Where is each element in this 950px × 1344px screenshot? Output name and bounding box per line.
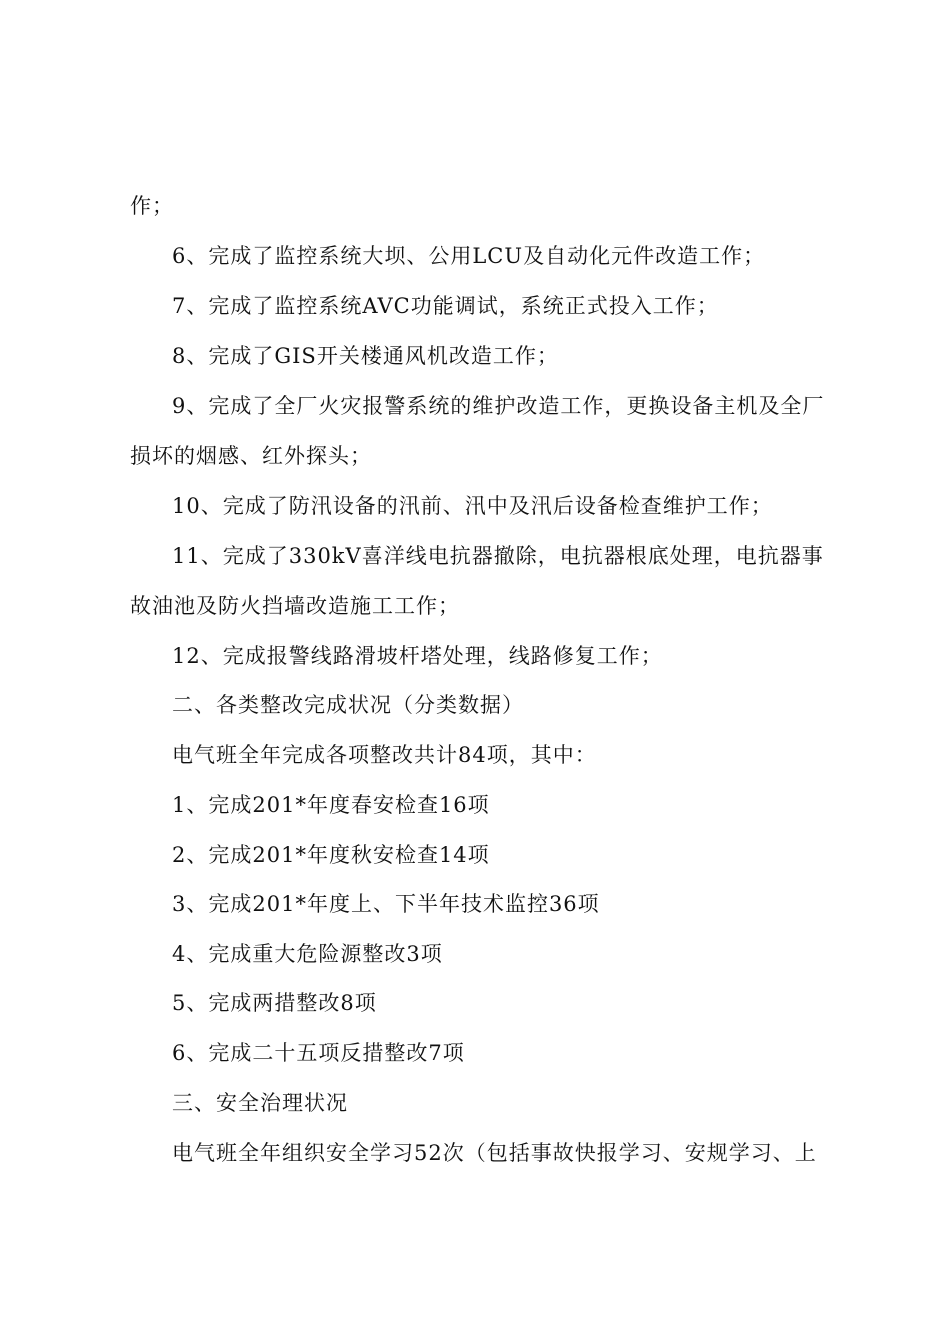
- text-line: 电气班全年完成各项整改共计84项，其中：: [172, 743, 597, 767]
- text-line: 电气班全年组织安全学习52次（包括事故快报学习、安规学习、上: [172, 1141, 817, 1165]
- list-item: 4、完成重大危险源整改3项: [172, 942, 443, 966]
- text-line: 故油池及防火挡墙改造施工工作；: [130, 594, 460, 618]
- list-item: 1、完成201*年度春安检查16项: [172, 793, 490, 817]
- section-heading: 三、安全治理状况: [172, 1091, 348, 1115]
- text-line: 10、完成了防汛设备的汛前、汛中及汛后设备检查维护工作；: [172, 494, 773, 518]
- list-item: 2、完成201*年度秋安检查14项: [172, 843, 490, 867]
- list-item: 5、完成两措整改8项: [172, 991, 377, 1015]
- text-line: 11、完成了330kV喜洋线电抗器撤除，电抗器根底处理，电抗器事: [172, 544, 824, 568]
- text-line: 12、完成报警线路滑坡杆塔处理，线路修复工作；: [172, 644, 663, 668]
- text-line: 9、完成了全厂火灾报警系统的维护改造工作，更换设备主机及全厂: [172, 394, 825, 418]
- text-line: 6、完成了监控系统大坝、公用LCU及自动化元件改造工作；: [172, 244, 766, 268]
- text-line: 损坏的烟感、红外探头；: [130, 444, 372, 468]
- section-heading: 二、各类整改完成状况（分类数据）: [172, 693, 524, 717]
- list-item: 3、完成201*年度上、下半年技术监控36项: [172, 892, 600, 916]
- list-item: 6、完成二十五项反措整改7项: [172, 1041, 465, 1065]
- text-line: 8、完成了GIS开关楼通风机改造工作；: [172, 344, 559, 368]
- text-line: 7、完成了监控系统AVC功能调试，系统正式投入工作；: [172, 294, 719, 318]
- text-line: 作；: [130, 194, 174, 218]
